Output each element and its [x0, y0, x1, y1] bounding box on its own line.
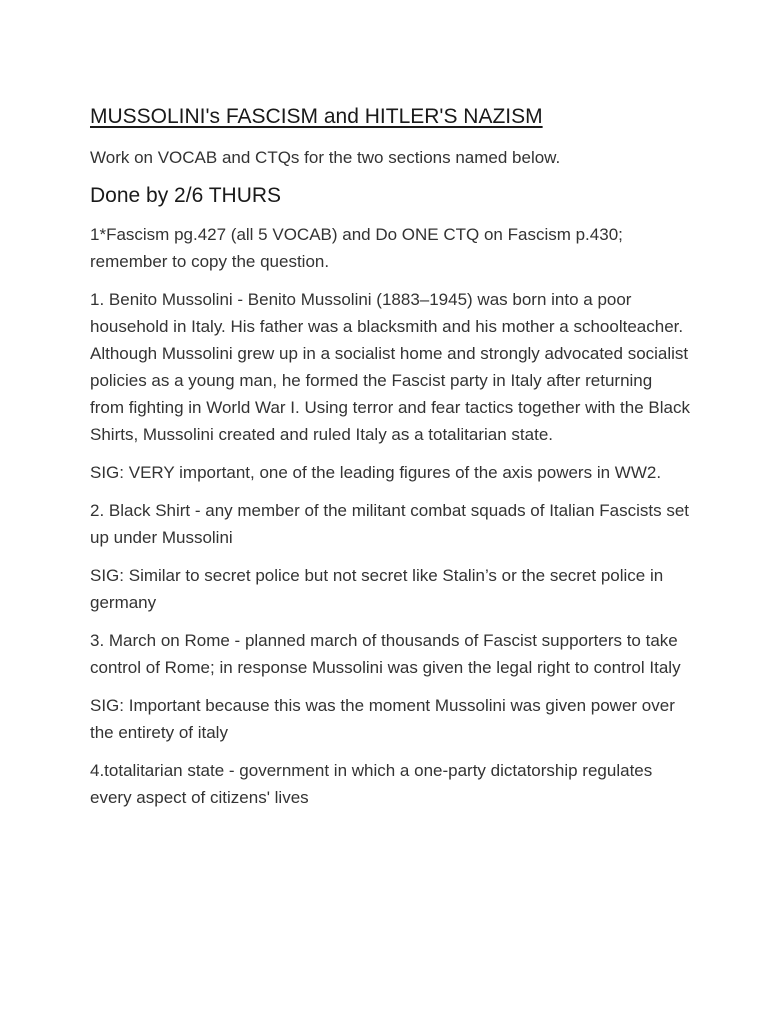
- due-date-heading: Done by 2/6 THURS: [90, 184, 282, 207]
- document-page: [90, 102, 690, 822]
- sig-black-shirt: SIG: Similar to secret police but not secret like Stalin’s or the secret police in germany: [90, 566, 664, 612]
- instructions-text: Work on VOCAB and CTQs for the two sections named below.: [90, 148, 561, 167]
- vocab-march-on-rome: 3. March on Rome - planned march of thousands of Fascist supporters to take control of Rome; in response Mussolini was given the legal right to control Italy: [90, 631, 681, 677]
- vocab-mussolini: 1. Benito Mussolini - Benito Mussolini (1883–1945) was born into a poor household in Italy. His father was a blacksmith and his mother a schoolteacher. Although Mussolini grew up in a socialist home and strongly advocated socialist policies as a young man, he formed the Fascist party in Italy after returning from fighting in World War I. Using terror and fear tactics together with the Black Shirts, Mussolini created and ruled Italy as a totalitarian state.: [90, 290, 690, 444]
- sig-mussolini: SIG: VERY important, one of the leading figures of the axis powers in WW2.: [90, 463, 662, 482]
- vocab-totalitarian-state: 4.totalitarian state - government in which a one-party dictatorship regulates every aspect of citizens' lives: [90, 761, 653, 807]
- vocab-black-shirt: 2. Black Shirt - any member of the militant combat squads of Italian Fascists set up under Mussolini: [90, 501, 690, 547]
- sig-march-on-rome: SIG: Important because this was the moment Mussolini was given power over the entirety of italy: [90, 696, 675, 742]
- document-title: MUSSOLINI's FASCISM and HITLER'S NAZISM: [90, 105, 543, 128]
- assignment-paragraph: 1*Fascism pg.427 (all 5 VOCAB) and Do ONE CTQ on Fascism p.430; remember to copy the question.: [90, 225, 623, 271]
